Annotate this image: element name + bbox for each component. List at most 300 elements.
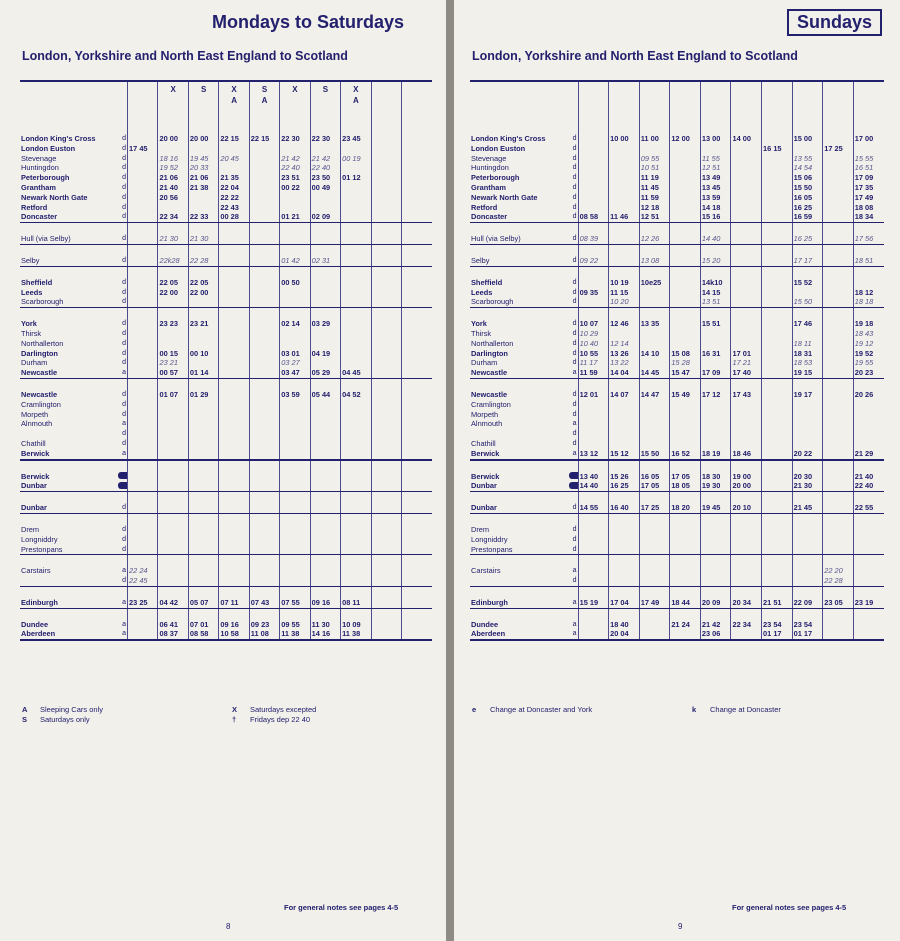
spacer-cell	[670, 378, 701, 390]
spacer-cell	[341, 244, 371, 256]
spacer-cell	[578, 586, 609, 598]
time-cell	[823, 390, 854, 400]
time-cell	[249, 545, 279, 555]
time-cell	[762, 410, 793, 420]
time-cell	[401, 212, 432, 222]
station-row	[20, 319, 432, 329]
spacer-cell	[219, 586, 249, 598]
time-cell	[128, 368, 158, 378]
spacer-cell	[341, 513, 371, 525]
time-cell: 22 09	[792, 598, 823, 608]
time-cell	[249, 368, 279, 378]
arr-dep-marker: a	[572, 420, 577, 428]
station-name: Newcastle	[21, 389, 58, 399]
time-cell	[280, 576, 310, 586]
arr-dep-marker: d	[572, 430, 577, 438]
time-cell	[280, 429, 310, 439]
time-cell	[700, 525, 731, 535]
time-cell	[310, 525, 340, 535]
time-cell	[280, 472, 310, 482]
time-cell: 10 07	[578, 319, 609, 329]
station-row	[470, 144, 884, 154]
time-cell	[853, 429, 884, 439]
time-cell	[249, 349, 279, 359]
spacer-cell	[280, 513, 310, 525]
time-cell: 17 09	[700, 368, 731, 378]
spacer-cell	[341, 608, 371, 620]
time-cell	[578, 400, 609, 410]
time-cell: 03 59	[280, 390, 310, 400]
time-cell	[700, 400, 731, 410]
time-cell	[341, 193, 371, 203]
time-cell	[731, 183, 762, 193]
time-cell	[249, 163, 279, 173]
station-row	[20, 154, 432, 164]
time-cell: 13 40	[578, 472, 609, 482]
spacer-cell	[792, 608, 823, 620]
time-cell	[158, 481, 188, 491]
time-cell	[341, 429, 371, 439]
general-notes-footer: For general notes see pages 4-5	[732, 903, 847, 912]
time-cell: 21 30	[158, 234, 188, 244]
station-row	[20, 503, 432, 513]
station-row	[470, 472, 884, 482]
notes-right-col2	[692, 705, 781, 715]
time-cell	[700, 439, 731, 449]
time-cell	[128, 358, 158, 368]
time-cell: 09 16	[219, 620, 249, 630]
time-cell	[310, 400, 340, 410]
time-cell	[401, 449, 432, 460]
time-cell	[731, 339, 762, 349]
train-column-header	[700, 81, 731, 134]
time-cell: 20 22	[792, 449, 823, 460]
note-text: Saturdays excepted	[250, 705, 317, 714]
station-row	[470, 525, 884, 535]
time-cell	[249, 173, 279, 183]
time-cell: 14 40	[700, 234, 731, 244]
time-cell: 05 29	[310, 368, 340, 378]
time-cell	[609, 410, 640, 420]
time-cell: 15 50	[792, 297, 823, 307]
arr-dep-marker: d	[572, 174, 577, 182]
time-cell: 17 09	[853, 173, 884, 183]
time-cell	[188, 419, 218, 429]
spacer-cell	[609, 308, 640, 320]
station-row	[470, 576, 884, 586]
time-cell: 19 00	[731, 472, 762, 482]
time-cell: 21 38	[188, 183, 218, 193]
station-row	[20, 598, 432, 608]
arr-dep-marker: d	[568, 256, 578, 266]
time-cell: 15 55	[853, 154, 884, 164]
time-cell	[310, 472, 340, 482]
arr-dep-marker: d	[572, 144, 577, 152]
time-cell	[578, 535, 609, 545]
station-name: Aberdeen	[20, 629, 117, 640]
time-cell	[371, 629, 401, 640]
spacer-cell	[20, 492, 117, 504]
time-cell: 16 51	[853, 163, 884, 173]
time-cell	[371, 319, 401, 329]
spacer-cell	[20, 586, 117, 598]
time-cell	[609, 173, 640, 183]
time-cell: 02 14	[280, 319, 310, 329]
time-cell: 22 55	[853, 503, 884, 513]
spacer-cell	[401, 586, 432, 598]
time-cell: 06 41	[158, 620, 188, 630]
spacer-cell	[762, 308, 793, 320]
time-cell	[188, 203, 218, 213]
spacer-cell	[823, 608, 854, 620]
station-row	[470, 410, 884, 420]
time-cell: 02 09	[310, 212, 340, 222]
spacer-cell	[792, 460, 823, 472]
time-cell	[823, 183, 854, 193]
spacer-cell	[792, 492, 823, 504]
time-cell: 08 39	[578, 234, 609, 244]
spacer-cell	[853, 308, 884, 320]
spacer-cell	[249, 460, 279, 472]
time-cell: 18 30	[700, 472, 731, 482]
spacer-cell	[470, 513, 568, 525]
station-name: Peterborough	[471, 173, 520, 183]
time-cell	[128, 525, 158, 535]
time-cell	[128, 319, 158, 329]
time-cell	[188, 525, 218, 535]
station-row	[470, 203, 884, 213]
time-cell	[371, 212, 401, 222]
time-cell: 13 35	[639, 319, 670, 329]
time-cell: 11 08	[249, 629, 279, 640]
time-cell	[578, 439, 609, 449]
time-cell	[853, 576, 884, 586]
train-column-header	[792, 81, 823, 134]
time-cell	[853, 566, 884, 576]
spacer-cell	[20, 244, 117, 256]
time-cell	[762, 234, 793, 244]
spacer-cell	[158, 308, 188, 320]
time-cell: 11 15	[609, 288, 640, 298]
note-text: Saturdays only	[40, 715, 90, 724]
time-cell	[310, 449, 340, 460]
spacer-cell	[188, 608, 218, 620]
time-cell: 12 51	[700, 163, 731, 173]
spacer-cell	[670, 608, 701, 620]
spacer-cell	[20, 223, 117, 235]
time-cell	[128, 339, 158, 349]
time-cell: 17 01	[731, 349, 762, 359]
time-cell: 20 23	[853, 368, 884, 378]
time-cell	[578, 419, 609, 429]
time-cell: 18 43	[853, 329, 884, 339]
time-cell	[578, 410, 609, 420]
time-cell	[188, 566, 218, 576]
spacer-cell	[117, 308, 127, 320]
time-cell: 21 42	[310, 154, 340, 164]
spacer-cell	[568, 492, 578, 504]
station-name: Newark North Gate	[471, 192, 538, 202]
time-cell	[853, 545, 884, 555]
time-cell	[792, 429, 823, 439]
time-cell	[371, 144, 401, 154]
time-cell	[310, 144, 340, 154]
time-cell	[700, 339, 731, 349]
spacer-cell	[117, 555, 127, 567]
time-cell: 18 05	[670, 481, 701, 491]
time-cell: 11 38	[341, 629, 371, 640]
station-row	[470, 429, 884, 439]
station-name	[20, 576, 117, 586]
spacer-cell	[823, 555, 854, 567]
time-cell: 10 55	[578, 349, 609, 359]
time-cell: 20 00	[158, 134, 188, 144]
right-page	[454, 0, 900, 941]
time-cell	[792, 545, 823, 555]
train-column-header: S	[188, 81, 218, 134]
time-cell	[639, 629, 670, 640]
time-cell: 13 22	[609, 358, 640, 368]
spacer-cell	[762, 378, 793, 390]
spacer-cell	[609, 378, 640, 390]
arr-dep-marker: d	[572, 288, 577, 296]
time-cell	[792, 525, 823, 535]
time-cell	[639, 566, 670, 576]
time-cell: 13 08	[639, 256, 670, 266]
spacer-cell	[639, 378, 670, 390]
time-cell: 01 29	[188, 390, 218, 400]
time-cell: 22 34	[731, 620, 762, 630]
station-row	[470, 358, 884, 368]
spacer-row	[470, 513, 884, 525]
arr-dep-marker: d	[117, 545, 127, 555]
station-name: Dunbar	[20, 503, 117, 513]
spacer-cell	[731, 378, 762, 390]
station-row	[20, 620, 432, 630]
time-cell: 01 17	[762, 629, 793, 640]
time-cell	[280, 449, 310, 460]
time-cell	[762, 576, 793, 586]
spacer-cell	[853, 378, 884, 390]
time-cell	[401, 419, 432, 429]
spacer-cell	[639, 608, 670, 620]
spacer-cell	[219, 266, 249, 278]
station-row	[20, 134, 432, 144]
time-cell	[401, 358, 432, 368]
book-gutter	[446, 0, 454, 941]
arr-dep-marker: d	[122, 183, 127, 191]
time-cell: 14 47	[639, 390, 670, 400]
time-cell	[639, 297, 670, 307]
time-cell: 21 45	[792, 503, 823, 513]
spacer-cell	[568, 513, 578, 525]
time-cell	[188, 545, 218, 555]
time-cell	[762, 419, 793, 429]
station-name: Edinburgh	[470, 598, 568, 608]
time-cell	[249, 234, 279, 244]
time-cell: 19 45	[700, 503, 731, 513]
time-cell	[578, 629, 609, 640]
time-cell	[401, 329, 432, 339]
time-cell	[219, 368, 249, 378]
time-cell	[249, 203, 279, 213]
spacer-cell	[470, 460, 568, 472]
station-name: York	[21, 319, 37, 329]
time-cell	[731, 629, 762, 640]
spacer-cell	[249, 555, 279, 567]
spacer-cell	[20, 308, 117, 320]
time-cell: 23 50	[310, 173, 340, 183]
spacer-cell	[853, 244, 884, 256]
time-cell	[853, 535, 884, 545]
time-cell	[731, 288, 762, 298]
time-cell	[128, 154, 158, 164]
time-cell	[823, 234, 854, 244]
station-name: Prestonpans	[20, 545, 117, 555]
station-name: Carstairs	[471, 566, 501, 576]
time-cell: 16 31	[700, 349, 731, 359]
time-cell	[762, 329, 793, 339]
time-cell	[401, 319, 432, 329]
time-cell: 18 51	[853, 256, 884, 266]
arr-dep-marker: d	[568, 234, 578, 244]
page-number: 8	[226, 922, 231, 931]
station-name: Northallerton	[471, 338, 514, 348]
time-cell: 18 44	[670, 598, 701, 608]
spacer-cell	[792, 586, 823, 598]
time-cell	[762, 256, 793, 266]
station-row	[470, 598, 884, 608]
time-cell: 11 38	[280, 629, 310, 640]
spacer-cell	[792, 555, 823, 567]
time-cell	[341, 545, 371, 555]
time-cell	[853, 620, 884, 630]
station-name: Carstairs	[21, 566, 51, 576]
spacer-cell	[401, 492, 432, 504]
spacer-cell	[401, 244, 432, 256]
station-name: Newcastle	[20, 368, 117, 378]
time-cell	[280, 481, 310, 491]
time-cell: 14 40	[578, 481, 609, 491]
time-cell	[731, 256, 762, 266]
time-cell	[280, 339, 310, 349]
time-cell: 22 00	[158, 288, 188, 298]
spacer-row	[20, 513, 432, 525]
time-cell	[401, 390, 432, 400]
time-cell	[341, 481, 371, 491]
spacer-cell	[128, 223, 158, 235]
arr-dep-marker: d	[122, 203, 127, 211]
time-cell: 14 16	[310, 629, 340, 640]
time-cell	[219, 288, 249, 298]
note-line	[232, 715, 316, 725]
time-cell	[731, 535, 762, 545]
station-row	[20, 144, 432, 154]
spacer-cell	[117, 378, 127, 390]
arr-dep-marker: d	[117, 256, 127, 266]
time-cell	[609, 535, 640, 545]
time-cell: 20 00	[188, 134, 218, 144]
spacer-cell	[639, 308, 670, 320]
time-cell	[401, 349, 432, 359]
time-cell: 16 40	[609, 503, 640, 513]
train-column-header: X A	[341, 81, 371, 134]
time-cell: 23 51	[280, 173, 310, 183]
time-cell: 23 06	[700, 629, 731, 640]
time-cell	[609, 256, 640, 266]
arr-dep-marker: d	[572, 193, 577, 201]
spacer-cell	[731, 223, 762, 235]
station-name: Longniddry	[21, 534, 58, 544]
spacer-cell	[20, 555, 117, 567]
header-row	[470, 81, 884, 134]
note-key: e	[472, 705, 477, 714]
time-cell	[670, 183, 701, 193]
time-cell	[700, 329, 731, 339]
time-cell	[249, 576, 279, 586]
time-cell	[762, 390, 793, 400]
time-cell	[762, 154, 793, 164]
time-cell	[341, 410, 371, 420]
spacer-row	[20, 308, 432, 320]
time-cell: 17 56	[853, 234, 884, 244]
time-cell	[128, 163, 158, 173]
time-cell: 14 15	[700, 288, 731, 298]
spacer-cell	[578, 223, 609, 235]
time-cell: 13 45	[700, 183, 731, 193]
spacer-row	[20, 244, 432, 256]
time-cell: 12 00	[670, 134, 701, 144]
spacer-cell	[371, 460, 401, 472]
station-row	[20, 193, 432, 203]
time-cell: 21 42	[700, 620, 731, 630]
time-cell	[310, 535, 340, 545]
arr-dep-header	[117, 81, 127, 134]
station-name: Berwick	[470, 449, 568, 460]
time-cell	[700, 576, 731, 586]
page-title: Mondays to Saturdays	[212, 12, 405, 32]
spacer-row	[20, 586, 432, 598]
time-cell	[670, 288, 701, 298]
station-row	[20, 566, 432, 576]
time-cell	[823, 193, 854, 203]
time-cell	[401, 629, 432, 640]
route-subtitle: London, Yorkshire and North East England to Scotland	[472, 49, 798, 63]
time-cell	[188, 535, 218, 545]
time-cell: 22 22	[219, 193, 249, 203]
station-name	[20, 429, 117, 439]
spacer-cell	[762, 460, 793, 472]
time-cell: 19 12	[853, 339, 884, 349]
spacer-cell	[117, 513, 127, 525]
spacer-cell	[188, 555, 218, 567]
time-cell	[188, 439, 218, 449]
time-cell: 08 37	[158, 629, 188, 640]
station-row	[20, 278, 432, 288]
time-cell	[371, 525, 401, 535]
spacer-cell	[609, 244, 640, 256]
time-cell: 14 55	[578, 503, 609, 513]
time-cell	[700, 144, 731, 154]
time-cell: 22 00	[188, 288, 218, 298]
spacer-cell	[341, 460, 371, 472]
time-cell	[401, 297, 432, 307]
spacer-cell	[128, 492, 158, 504]
arr-dep-marker: d	[122, 164, 127, 172]
train-column-header	[371, 81, 401, 134]
time-cell: 03 27	[280, 358, 310, 368]
time-cell: 17 49	[639, 598, 670, 608]
